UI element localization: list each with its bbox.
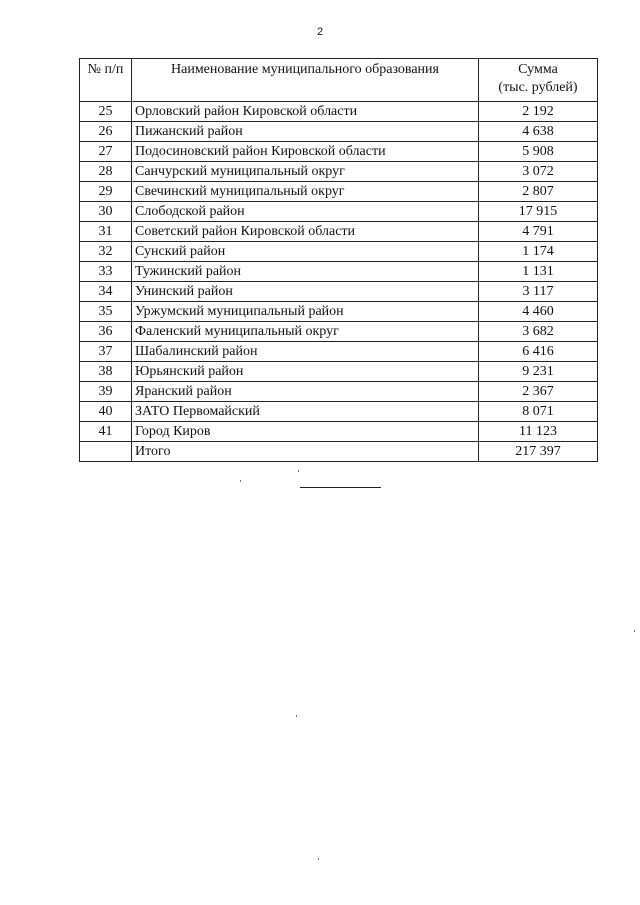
row-number: 39 <box>80 382 132 402</box>
row-sum: 6 416 <box>479 342 598 362</box>
table-row <box>80 262 598 282</box>
row-name: Пижанский район <box>132 122 479 142</box>
row-name: Орловский район Кировской области <box>132 102 479 122</box>
total-number <box>80 442 132 462</box>
row-number: 30 <box>80 202 132 222</box>
row-number: 38 <box>80 362 132 382</box>
table-row <box>80 222 598 242</box>
table-row <box>80 402 598 422</box>
row-sum: 9 231 <box>479 362 598 382</box>
row-sum: 17 915 <box>479 202 598 222</box>
row-sum: 4 638 <box>479 122 598 142</box>
row-number: 40 <box>80 402 132 422</box>
scan-speck <box>240 480 241 482</box>
table-body <box>80 102 598 462</box>
row-sum: 4 460 <box>479 302 598 322</box>
table-row <box>80 302 598 322</box>
row-name: Свечинский муниципальный округ <box>132 182 479 202</box>
row-number: 34 <box>80 282 132 302</box>
row-sum: 3 117 <box>479 282 598 302</box>
row-name: ЗАТО Первомайский <box>132 402 479 422</box>
table-row <box>80 142 598 162</box>
row-number: 27 <box>80 142 132 162</box>
row-name: Унинский район <box>132 282 479 302</box>
row-sum: 3 682 <box>479 322 598 342</box>
row-number: 36 <box>80 322 132 342</box>
row-sum: 1 131 <box>479 262 598 282</box>
row-name: Сунский район <box>132 242 479 262</box>
row-sum: 8 071 <box>479 402 598 422</box>
row-number: 31 <box>80 222 132 242</box>
closing-divider <box>300 487 381 488</box>
table-row <box>80 362 598 382</box>
header-row <box>80 59 598 102</box>
total-sum: 217 397 <box>479 442 598 462</box>
table-row <box>80 382 598 402</box>
row-sum: 5 908 <box>479 142 598 162</box>
total-label: Итого <box>132 442 479 462</box>
row-number: 29 <box>80 182 132 202</box>
row-number: 35 <box>80 302 132 322</box>
row-number: 26 <box>80 122 132 142</box>
page-number: 2 <box>316 26 324 38</box>
scan-speck <box>298 470 299 472</box>
table-row <box>80 422 598 442</box>
table-header <box>80 59 598 102</box>
table-row <box>80 162 598 182</box>
table-row <box>80 342 598 362</box>
table-row <box>80 102 598 122</box>
row-sum: 11 123 <box>479 422 598 442</box>
row-name: Уржумский муниципальный район <box>132 302 479 322</box>
row-number: 41 <box>80 422 132 442</box>
scan-speck <box>296 715 297 717</box>
header-sum <box>479 59 598 102</box>
header-name: Наименование муниципального образования <box>132 59 479 102</box>
row-number: 32 <box>80 242 132 262</box>
row-name: Фаленский муниципальный округ <box>132 322 479 342</box>
row-number: 28 <box>80 162 132 182</box>
allocation-table <box>79 58 598 462</box>
row-number: 37 <box>80 342 132 362</box>
row-name: Юрьянский район <box>132 362 479 382</box>
row-sum: 2 367 <box>479 382 598 402</box>
row-name: Подосиновский район Кировской области <box>132 142 479 162</box>
header-sum-label: Сумма <box>518 62 558 77</box>
table-row <box>80 242 598 262</box>
row-name: Шабалинский район <box>132 342 479 362</box>
header-number: № п/п <box>80 59 132 102</box>
row-name: Советский район Кировской области <box>132 222 479 242</box>
row-name: Слободской район <box>132 202 479 222</box>
row-sum: 2 807 <box>479 182 598 202</box>
table-row <box>80 322 598 342</box>
row-sum: 1 174 <box>479 242 598 262</box>
table-row <box>80 282 598 302</box>
row-number: 25 <box>80 102 132 122</box>
total-row <box>80 442 598 462</box>
row-name: Санчурский муниципальный округ <box>132 162 479 182</box>
row-name: Тужинский район <box>132 262 479 282</box>
row-sum: 3 072 <box>479 162 598 182</box>
row-name: Город Киров <box>132 422 479 442</box>
scan-speck <box>318 858 319 860</box>
table-row <box>80 122 598 142</box>
scan-speck <box>634 630 635 632</box>
row-number: 33 <box>80 262 132 282</box>
row-sum: 2 192 <box>479 102 598 122</box>
table-row <box>80 182 598 202</box>
row-name: Яранский район <box>132 382 479 402</box>
table-row <box>80 202 598 222</box>
row-sum: 4 791 <box>479 222 598 242</box>
header-sum-unit: (тыс. рублей) <box>498 80 578 95</box>
